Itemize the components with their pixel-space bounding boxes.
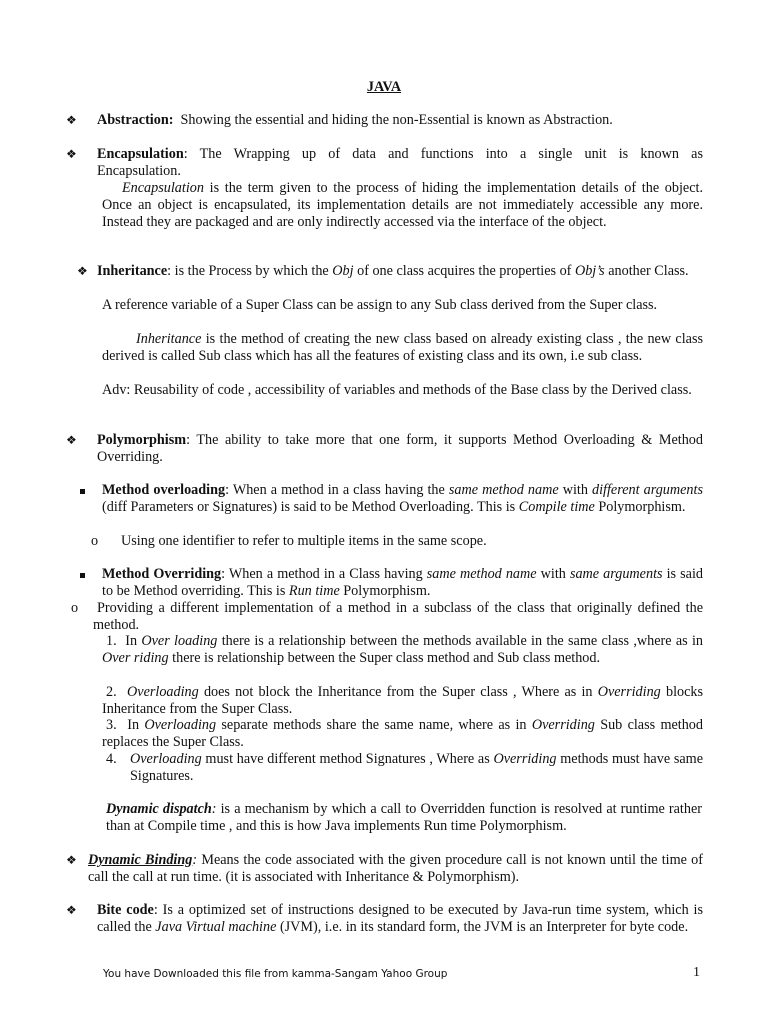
point-italic: Over loading <box>141 633 218 649</box>
inheritance-text: : is the Process by which the <box>167 263 333 279</box>
point-text: In <box>125 633 142 649</box>
encapsulation-text-2: Encapsulation. <box>97 162 181 179</box>
dispatch-text: is a mechanism by which a call to Overridden function is resolved at runtime rather than at Compile time , and this is how Java implements Run time Polymorphism. <box>106 801 702 834</box>
abstraction-term: Abstraction: <box>97 112 174 128</box>
point-3 <box>102 717 703 751</box>
point-text-3: Sub class method replaces the Super Class. <box>102 717 703 750</box>
overriding-text-3: is said to be Method overriding. This is <box>102 566 703 599</box>
dispatch-colon: : <box>211 801 217 817</box>
overriding-text-4: Polymorphism. <box>339 582 431 599</box>
encapsulation-detail-text: is the term given to the process of hiding the implementation details of the object. Once an object is encapsulated, its implementation details are not immediately accessible any more. Instead they are packaged and are only indirectly accessed via the interface of the object. <box>102 180 703 230</box>
inheritance-text-3: another Class. <box>604 263 689 279</box>
diamond-bullet-icon: ❖ <box>66 147 77 161</box>
overloading-text-2: with <box>558 482 593 498</box>
dispatch-term: Dynamic dispatch <box>106 801 212 817</box>
square-bullet-icon <box>80 489 85 494</box>
overloading-italic-3: Compile time <box>518 498 595 515</box>
point-1 <box>102 633 703 667</box>
point-text-3: methods must have same Signatures. <box>130 751 703 784</box>
overloading-text-4: Polymorphism. <box>594 498 686 515</box>
point-number: 3. <box>106 717 117 733</box>
diamond-bullet-icon: ❖ <box>77 264 88 278</box>
overloading-text-3: (diff Parameters or Signatures) is said to be Method Overloading. This is <box>102 498 519 515</box>
diamond-bullet-icon: ❖ <box>66 433 77 447</box>
point-text-3: blocks Inheritance from the Super Class. <box>102 684 704 717</box>
overriding-term: Method Overriding <box>102 566 222 582</box>
binding-text: Means the code associated with the given procedure call is not known until the time of call the call at run time. (it is associated with Inheritance & Polymorphism). <box>88 852 703 885</box>
circle-bullet-icon: o <box>91 533 99 549</box>
overriding-italic-2: same arguments <box>569 566 663 582</box>
point-text-2: separate methods share the same name, where as in <box>216 717 532 733</box>
point-text-2: does not block the Inheritance from the Super class , Where as in <box>198 684 598 700</box>
diamond-bullet-icon: ❖ <box>66 113 77 127</box>
encapsulation-term: Encapsulation <box>97 146 184 162</box>
overriding-italic: same method name <box>426 566 537 582</box>
abstraction-text: Showing the essential and hiding the non-Essential is known as Abstraction. <box>180 112 613 128</box>
point-italic-2: Overriding <box>531 717 595 733</box>
point-italic-2: Overriding <box>597 684 661 700</box>
point-number: 1. <box>106 633 117 649</box>
inheritance-text-2: of one class acquires the properties of <box>353 263 575 279</box>
abstraction-paragraph <box>97 112 705 129</box>
point-italic: Overloading <box>144 717 217 733</box>
point-italic-2: Overriding <box>493 751 557 767</box>
polymorphism-text: : The ability to take more that one form, it supports Method Overloading & Method Overriding. <box>97 432 703 465</box>
encapsulation-detail <box>102 180 703 230</box>
point-text-3: there is relationship between the Super class method and Sub class method. <box>168 649 601 666</box>
bytecode-text: : Is a optimized set of instructions designed to be executed by Java-run time system, which is called the <box>97 902 703 935</box>
point-4 <box>130 751 703 785</box>
overloading-text: : When a method in a class having the <box>225 482 449 498</box>
square-bullet-icon <box>80 573 85 578</box>
overloading-sub: Using one identifier to refer to multiple items in the same scope. <box>121 533 487 549</box>
point-number: 2. <box>106 684 117 700</box>
inheritance-detail-text: is the method of creating the new class based on already existing class , the new class derived is called Sub class which has all the features of existing class and its own, i.e sub class. <box>102 331 703 364</box>
inheritance-italic-2: Obj’s <box>574 263 605 279</box>
bytecode-italic: Java Virtual machine <box>155 918 277 935</box>
point-italic-2: Over riding <box>102 649 169 666</box>
inheritance-term: Inheritance <box>97 263 168 279</box>
point-italic: Overloading <box>127 684 199 700</box>
bytecode-term: Bite code <box>97 902 154 918</box>
point-italic: Overloading <box>130 751 202 767</box>
overriding-sub: Providing a different implementation of a method in a subclass of the class that originally defined the method. <box>93 600 703 633</box>
footer-text: You have Downloaded this file from kamma-Sangam Yahoo Group <box>103 968 448 980</box>
point-text-2: must have different method Signatures , Where as <box>201 751 494 767</box>
bytecode-paragraph <box>97 902 703 936</box>
inheritance-detail-term: Inheritance <box>136 331 202 347</box>
inheritance-detail <box>102 331 703 365</box>
page-title: JAVA <box>366 79 402 95</box>
overriding-italic-3: Run time <box>288 582 340 599</box>
binding-term: Dynamic Binding <box>88 852 193 868</box>
diamond-bullet-icon: ❖ <box>66 903 77 917</box>
overloading-term: Method overloading <box>102 482 226 498</box>
diamond-bullet-icon: ❖ <box>66 853 77 867</box>
binding-colon: : <box>192 852 198 868</box>
inheritance-reference: A reference variable of a Super Class can be assign to any Sub class derived from the Super class. <box>102 297 658 313</box>
inheritance-italic: Obj <box>332 263 354 279</box>
overriding-text-2: with <box>536 566 570 582</box>
overloading-italic: same method name <box>448 482 559 498</box>
point-4-number: 4. <box>106 751 117 767</box>
encapsulation-paragraph <box>97 146 703 180</box>
bytecode-text-2: (JVM), i.e. in its standard form, the JVM is an Interpreter for byte code. <box>276 918 689 935</box>
overloading-italic-2: different arguments <box>592 482 703 498</box>
point-text-2: there is a relationship between the methods available in the same class ,where as in <box>217 633 703 649</box>
overriding-paragraph <box>102 566 703 600</box>
polymorphism-term: Polymorphism <box>97 432 187 448</box>
encapsulation-text: : The Wrapping up of data and functions into a single unit is known as <box>183 146 703 162</box>
inheritance-advantage: Adv: Reusability of code , accessibility of variables and methods of the Base class by the Derived class. <box>102 382 692 398</box>
point-text: In <box>127 717 145 733</box>
overloading-paragraph <box>102 482 703 516</box>
dynamic-binding-paragraph <box>88 852 703 886</box>
circle-bullet-icon: o <box>71 600 79 616</box>
page-number: 1 <box>693 965 700 980</box>
point-2 <box>102 684 703 718</box>
overriding-text: : When a method in a Class having <box>221 566 427 582</box>
polymorphism-paragraph <box>97 432 703 466</box>
encapsulation-detail-term: Encapsulation <box>122 180 204 196</box>
dynamic-dispatch-paragraph <box>106 801 702 835</box>
inheritance-paragraph <box>97 263 703 280</box>
